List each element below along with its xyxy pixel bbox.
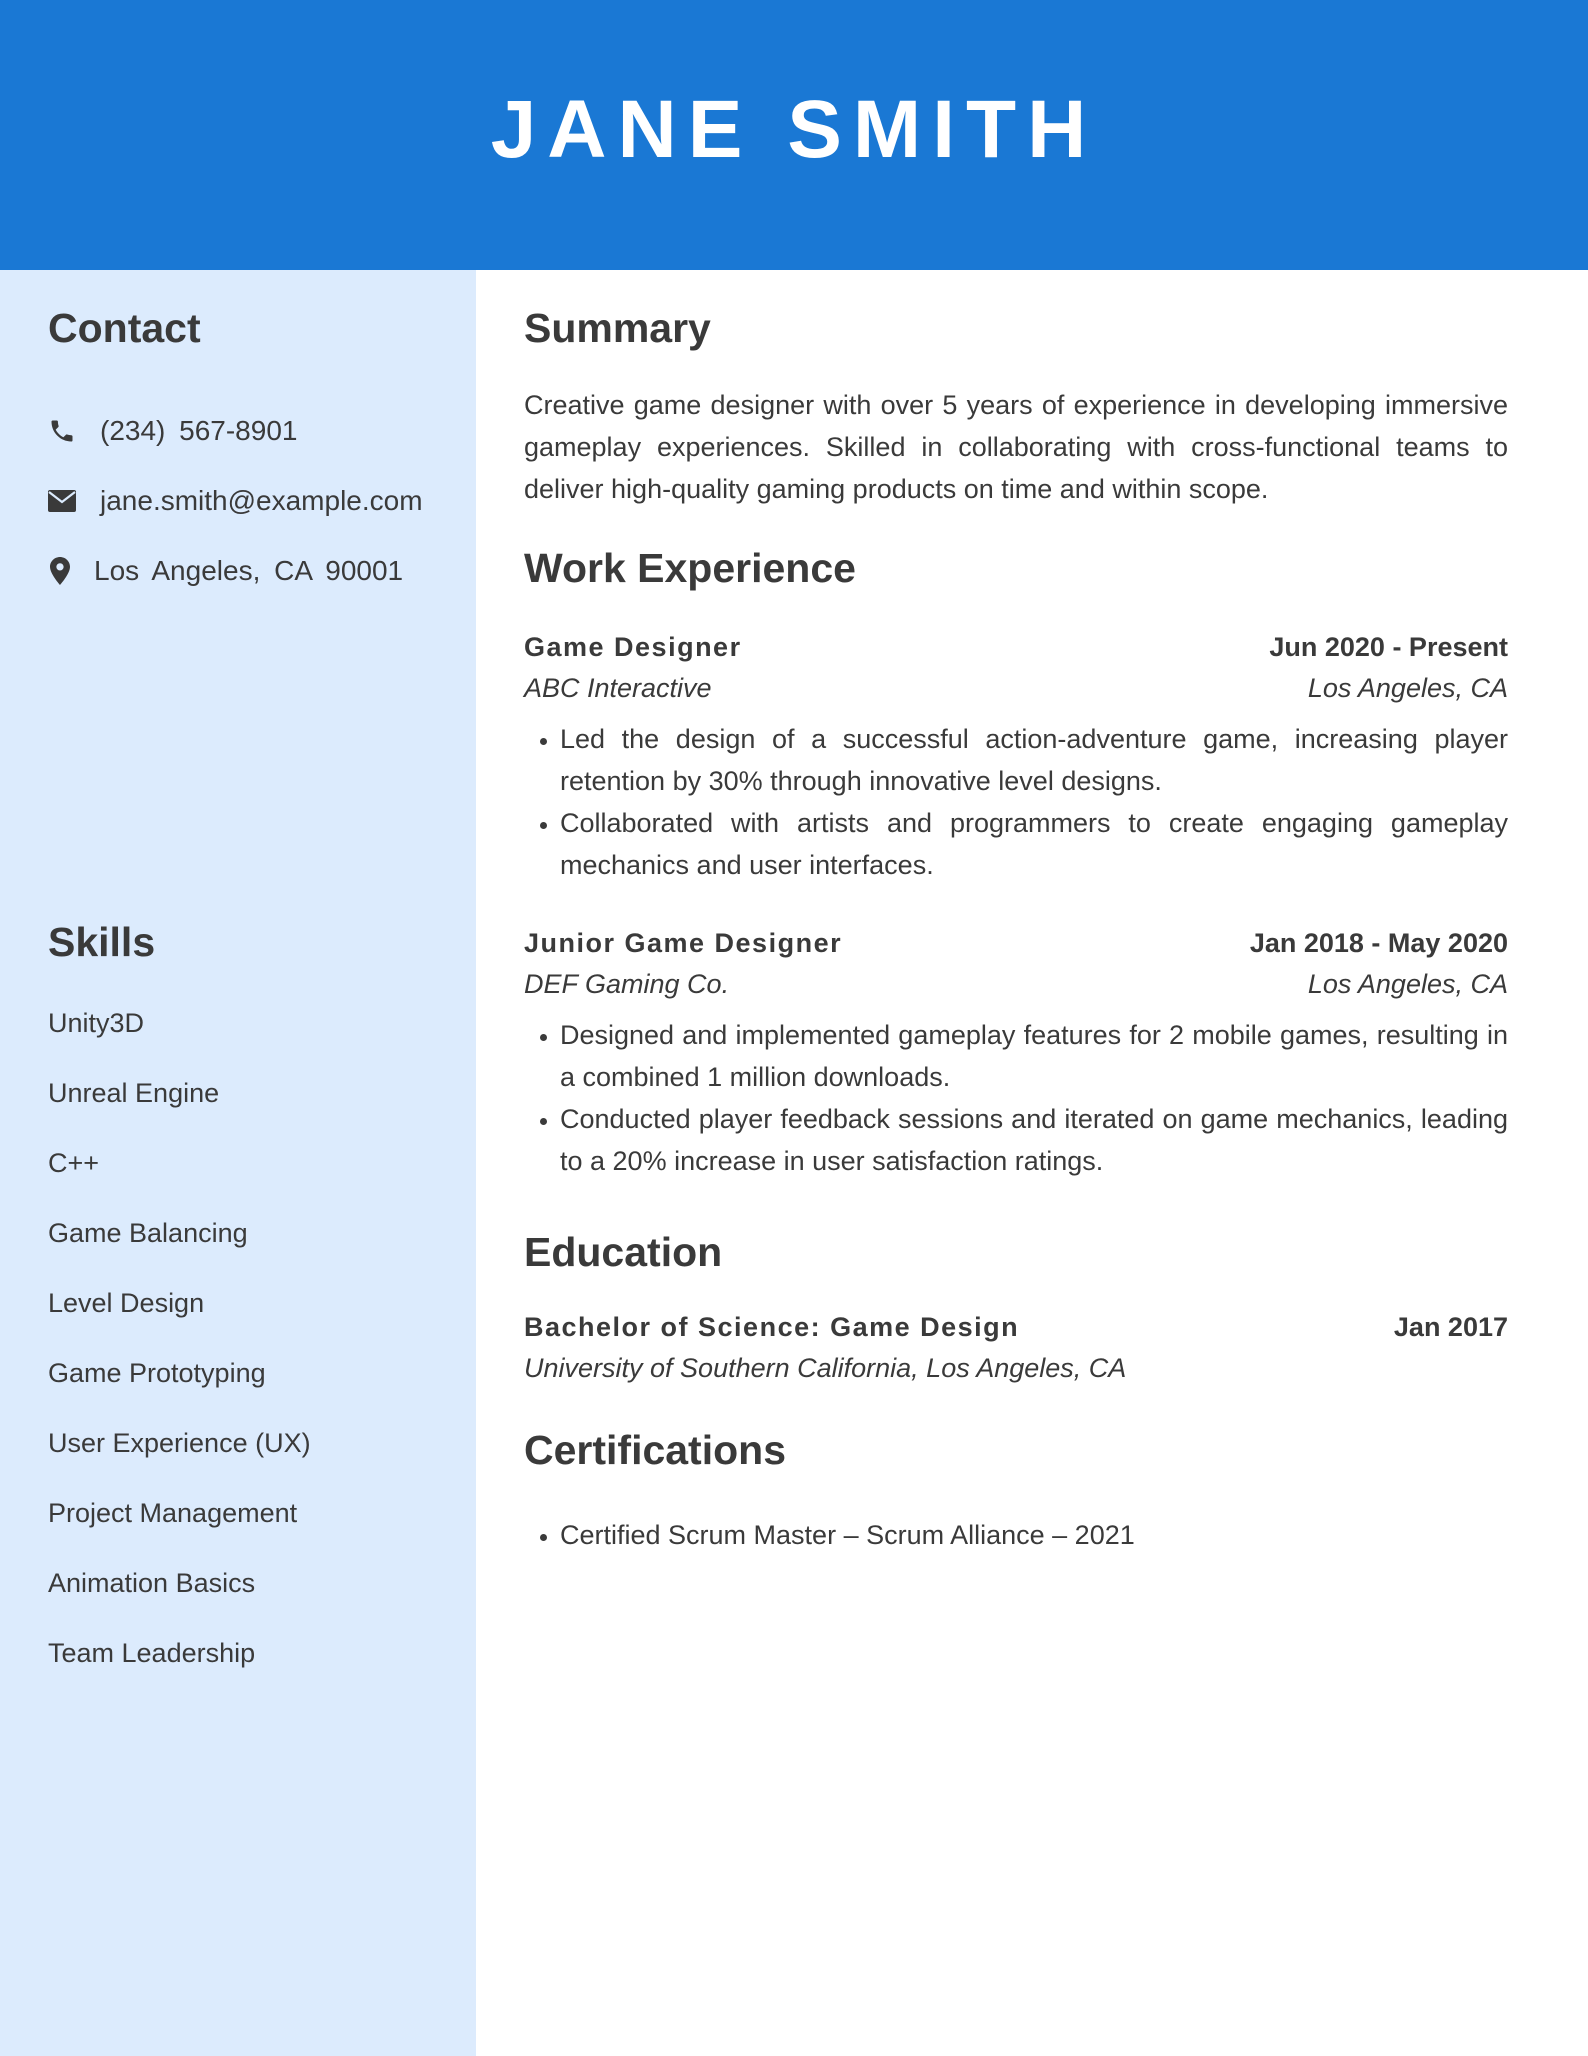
job-company: ABC Interactive [524,673,712,703]
contact-phone [48,396,448,466]
skill-item: Animation Basics [48,1568,256,1598]
work-experience-heading: Work Experience [524,545,856,591]
skills-list [48,988,311,1688]
skill-item: Project Management [48,1498,298,1528]
resume-name: JANE SMITH [490,84,1098,175]
education-degree: Bachelor of Science: Game Design [524,1312,1020,1342]
job-company: DEF Gaming Co. [524,969,730,999]
contact-email-text: jane.smith@example.com [100,485,423,516]
job-location: Los Angeles, CA [1307,969,1508,999]
skills-heading: Skills [48,919,156,965]
education-school: University of Southern California, Los Angeles, CA [524,1353,1127,1383]
education-date: Jan 2017 [1393,1312,1508,1342]
job-location: Los Angeles, CA [1307,673,1508,703]
certifications-list [524,1514,1508,1556]
job-date: Jun 2020 - Present [1269,632,1508,662]
job-bullet: • Collaborated with artists and programmers to create engaging gameplay mechanics and user interfaces. [560,802,1508,886]
certification-item: • Certified Scrum Master – Scrum Alliance – 2021 [560,1514,1508,1556]
education-entry [524,1312,1508,1384]
job-bullets [524,1014,1508,1182]
envelope-icon [48,490,100,512]
skill-item: Team Leadership [48,1638,256,1668]
contact-phone-text: (234) 567-8901 [100,415,298,446]
skill-item: Unity3D [48,1008,145,1038]
contact-list [48,396,448,606]
contact-heading: Contact [48,305,201,351]
summary-heading: Summary [524,305,711,351]
job-bullet: • Led the design of a successful action-adventure game, increasing player retention by 30% through innovative level designs. [560,718,1508,802]
job-title: Game Designer [524,632,742,662]
skill-item: Game Balancing [48,1218,248,1248]
skill-item: Game Prototyping [48,1358,266,1388]
job-bullet: • Designed and implemented gameplay features for 2 mobile games, resulting in a combined 1 million downloads. [560,1014,1508,1098]
sidebar [0,270,476,2056]
job-date: Jan 2018 - May 2020 [1249,928,1508,958]
skill-item: Level Design [48,1288,205,1318]
skill-item: C++ [48,1148,100,1178]
certifications-heading: Certifications [524,1427,786,1473]
job-title: Junior Game Designer [524,928,843,958]
header-banner [0,0,1588,270]
skill-item: Unreal Engine [48,1078,220,1108]
contact-location [48,536,448,606]
education-heading: Education [524,1229,723,1275]
contact-email [48,466,448,536]
job-entry [524,928,1508,1182]
summary-text: Creative game designer with over 5 years of experience in developing immersive gameplay experiences. Skilled in collaborating with cross-functional teams to deliver high-quality gaming products on time and within scope. [524,390,1508,504]
contact-location-text: Los Angeles, CA 90001 [94,555,404,586]
map-pin-icon [48,557,94,585]
skill-item: User Experience (UX) [48,1428,311,1458]
job-entry [524,632,1508,886]
job-bullet: • Conducted player feedback sessions and iterated on game mechanics, leading to a 20% increase in user satisfaction ratings. [560,1098,1508,1182]
phone-icon [48,417,100,445]
job-bullets [524,718,1508,886]
certifications-entry [524,1500,1508,1556]
